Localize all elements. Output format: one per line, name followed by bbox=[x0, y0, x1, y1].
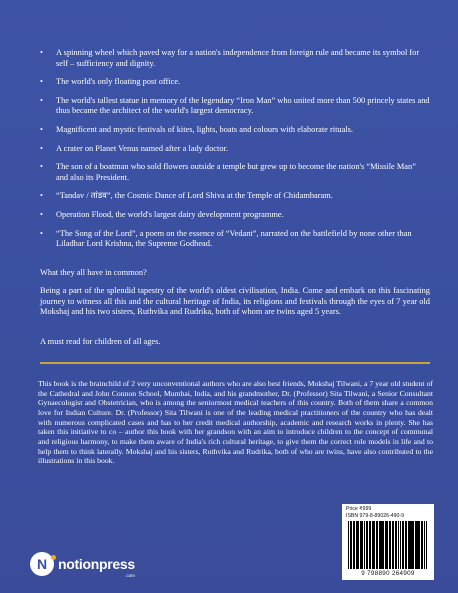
list-item: • Operation Flood, the world's largest dairy development programme. bbox=[40, 210, 430, 221]
list-item: • “Tandav / तांडव”, the Cosmic Dance of Lord Shiva at the Temple of Chidambaram. bbox=[40, 191, 430, 202]
list-item: • A crater on Planet Venus named after a lady doctor. bbox=[40, 144, 430, 155]
barcode-box bbox=[342, 504, 434, 580]
barcode-bar bbox=[426, 521, 427, 569]
facts-list bbox=[40, 48, 430, 258]
list-item: • “The Song of the Lord”, a poem on the essence of “Vedant”, narrated on the battlefield by none other than Liladhar Lord Krishna, the Supreme Godhead. bbox=[40, 229, 430, 250]
publisher-name-text: notionpress bbox=[58, 556, 135, 572]
list-item: • The world's tallest statue in memory of the legendary “Iron Man” who united more than 500 princely states and thus became the architect of the world's largest democracy. bbox=[40, 96, 430, 117]
intro-paragraph: Being a part of the splendid tapestry of the world's oldest civilisation, India. Come and embark on this fascinating journey to witness all this and the cultural heritage of India, its religions and festivals through the eyes of 7 year old Mokshaj and his two sisters, Ruthvika and Rudrika, both of whom are twins aged 5 years. bbox=[40, 286, 430, 317]
gold-divider bbox=[40, 362, 430, 364]
publisher-logo-icon: N bbox=[30, 552, 54, 576]
publisher-logo bbox=[30, 549, 150, 579]
list-item: • A spinning wheel which paved way for a nation's independence from foreign rule and became its symbol for self – sufficiency and dignity. bbox=[40, 48, 430, 69]
barcode-icon bbox=[348, 521, 428, 569]
publisher-suffix: .com bbox=[125, 573, 135, 578]
barcode-digits: 9 798890 264909 bbox=[361, 570, 415, 577]
list-item: • The world's only floating post office. bbox=[40, 77, 430, 88]
about-authors-paragraph: This book is the brainchild of 2 very unconventional authors who are also best friends, Mokshaj Tilwani, a 7 year old student of the Cathedral and John Connon School, Mumbai, India, and his grandmother, Dr. (Professor) Sita Tilwani, a Senior Consultant Gynaecologist and Obstetrician, who is among the seniormost medical teachers of this country. Both of them share a common love for Indian Culture. Dr. (Professor) Sita Tilwani is one of the leading medical practitioners of the country who has dealt with numerous complicated cases and has to her credit medical authorship, academic and research works in plenty. She has taken this initiative to co – author this book with her grandson with an aim to introduce children to the concept of communal and religious harmony, to make them aware of India's rich cultural heritage, to give them the correct role models in life and to help them to think laterally. Mokshaj and his sisters, Ruthvika and Rudrika, both of who are twins, have also contributed to the illustrations in this book. bbox=[38, 379, 433, 466]
publisher-name bbox=[58, 556, 135, 578]
list-item: • Magnificent and mystic festivals of kites, lights, boats and colours with elaborate rituals. bbox=[40, 125, 430, 136]
list-item: • The son of a boatman who sold flowers outside a temple but grew up to become the nation's “Missile Man” and also its President. bbox=[40, 162, 430, 183]
must-read-line: A must read for children of all ages. bbox=[40, 337, 161, 346]
common-question: What they all have in common? bbox=[40, 268, 147, 277]
isbn-label: ISBN 979-8-89026-490-9 bbox=[346, 513, 404, 519]
price-label: Price ₹999 bbox=[346, 506, 372, 512]
